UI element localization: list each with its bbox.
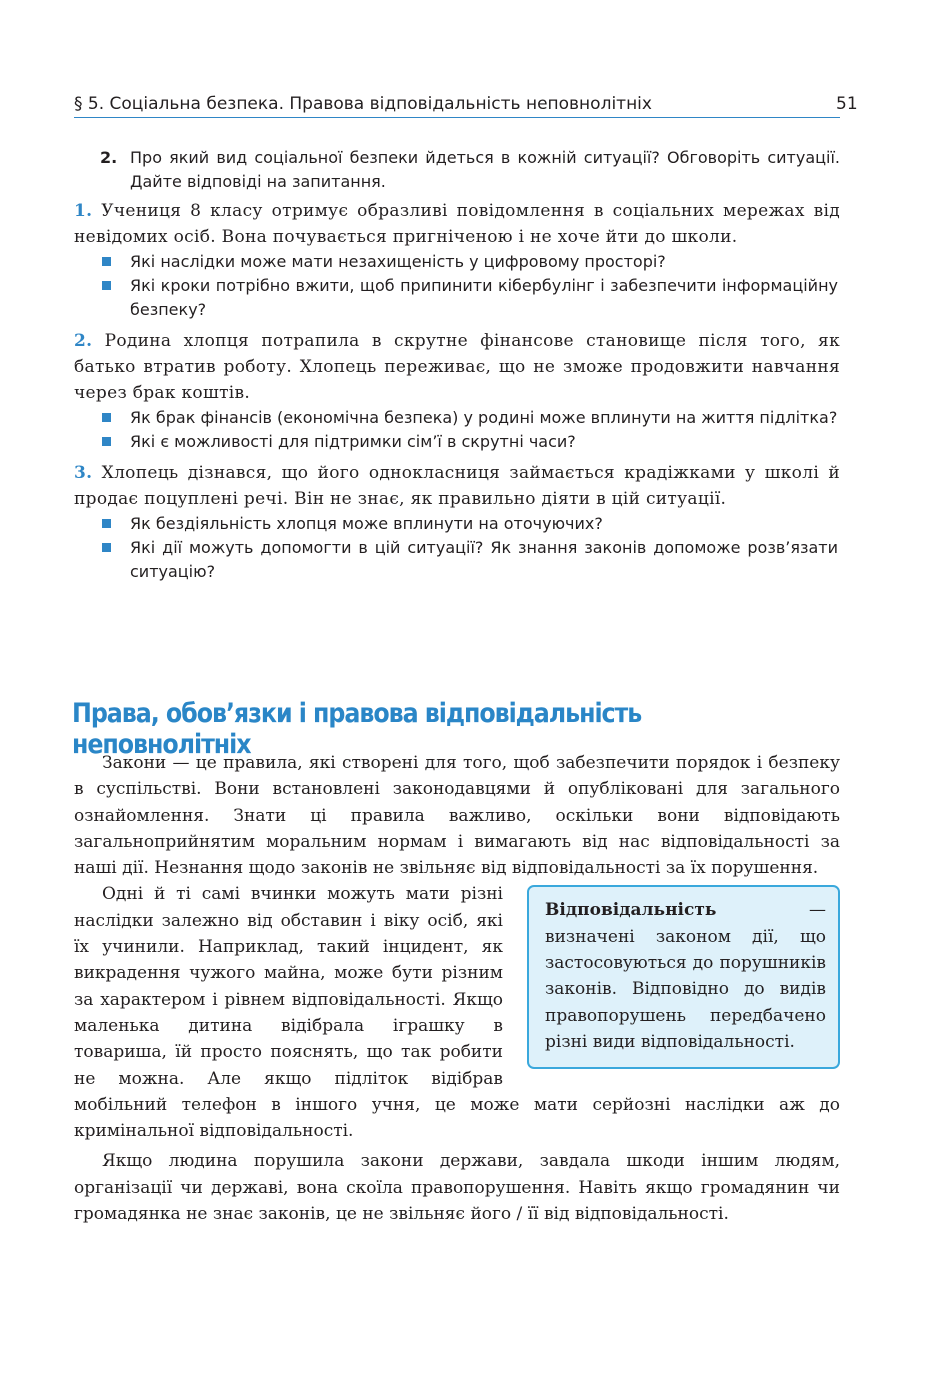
- question-list: [74, 512, 840, 584]
- task-text: Про який вид соціальної безпеки йдеться в кожній ситуації? Обговоріть ситуації. Дайте відповіді на запитання.: [130, 148, 840, 191]
- question-text: Які кроки потрібно вжити, щоб припинити кібербулінг і забезпечити інформаційну безпеку?: [130, 276, 838, 319]
- section-heading: Права, обов’язки і правова відповідальність неповнолітніх: [72, 698, 642, 760]
- situation-text: [74, 328, 840, 406]
- paragraph-3: Якщо людина порушила закони держави, завдала шкоди іншим людям, організації чи державі, вона скоїла правопорушення. Навіть якщо громадянин чи громадянка не знає законів, це не звільняє його / її від відповідальності.: [74, 1151, 840, 1225]
- task-instruction: [100, 146, 840, 194]
- situation-number: 3.: [74, 463, 93, 483]
- question-item: [74, 512, 840, 536]
- definition-box: [527, 885, 840, 1069]
- square-bullet-icon: [102, 413, 111, 422]
- situation-text: [74, 460, 840, 512]
- question-list: [74, 406, 840, 454]
- square-bullet-icon: [102, 437, 111, 446]
- question-text: Як бездіяльність хлопця може вплинути на оточуючих?: [130, 514, 603, 533]
- question-item: [74, 536, 840, 584]
- question-list: [74, 250, 840, 322]
- question-item: [74, 406, 840, 430]
- square-bullet-icon: [102, 519, 111, 528]
- square-bullet-icon: [102, 543, 111, 552]
- square-bullet-icon: [102, 257, 111, 266]
- situation-description: Хлопець дізнався, що його однокласниця займається крадіжками у школі й продає поцуплені речі. Він не знає, як правильно діяти в цій ситуації.: [74, 463, 840, 509]
- situation-number: 2.: [74, 331, 93, 351]
- square-bullet-icon: [102, 281, 111, 290]
- situation-number: 1.: [74, 201, 93, 221]
- question-item: [74, 250, 840, 274]
- paragraph-1: Закони — це правила, які створені для того, щоб забезпечити порядок і безпеку в суспільстві. Вони встановлені законодавцями й опубліковані для загального ознайомлення. Знати ці правила важливо, оскільки вони відповідають загальноприйнятим моральним нормам і вимагають від нас відповідальності за наші дії. Незнання щодо законів не звільняє від відповідальності за їх порушення.: [74, 753, 840, 879]
- task-number: 2.: [100, 148, 118, 167]
- page-number: 51: [836, 94, 858, 114]
- question-item: [74, 274, 840, 322]
- situation-text: [74, 198, 840, 250]
- paragraph-2: Одні й ті самі вчинки можуть мати різні наслідки залежно від обставин і віку осіб, які їх учинили. Наприклад, такий інцидент, як викрадення чужого майна, може бути різним за характером і рівнем відповідальності. Якщо маленька дитина відібрала іграшку в товариша, їй просто пояснять, що так робити не можна. Але якщо підліток відібрав мобільний телефон в іншого учня, це може мати серйозні наслідки аж до кримінальної відповідальності.: [74, 884, 840, 1142]
- situation-description: Родина хлопця потрапила в скрутне фінансове становище після того, як батько втратив роботу. Хлопець переживає, що не зможе продовжити навчання через брак коштів.: [74, 331, 840, 403]
- question-text: Які дії можуть допомогти в цій ситуації? Як знання законів допоможе розв’язати ситуацію?: [130, 538, 838, 581]
- situation-2: [74, 328, 840, 454]
- question-text: Які наслідки може мати незахищеність у цифровому просторі?: [130, 252, 666, 271]
- section-body: [74, 750, 840, 1227]
- question-item: [74, 430, 840, 454]
- definition-term: Відповідальність: [545, 900, 717, 921]
- situation-1: [74, 198, 840, 322]
- definition-text: — визначені законом дії, що застосовуються до порушників законів. Відповідно до видів правопорушень передбачено різні види відповідальності.: [545, 900, 826, 1052]
- situation-description: Учениця 8 класу отримує образливі повідомлення в соціальних мережах від невідомих осіб. Вона почувається пригніченою і не хоче йти до школи.: [74, 201, 840, 247]
- situation-3: [74, 460, 840, 584]
- question-text: Як брак фінансів (економічна безпека) у родині може вплинути на життя підлітка?: [130, 408, 838, 427]
- question-text: Які є можливості для підтримки сім’ї в скрутні часи?: [130, 432, 576, 451]
- running-header: § 5. Соціальна безпека. Правова відповідальність неповнолітніх: [74, 94, 840, 118]
- situations-list: [74, 198, 840, 590]
